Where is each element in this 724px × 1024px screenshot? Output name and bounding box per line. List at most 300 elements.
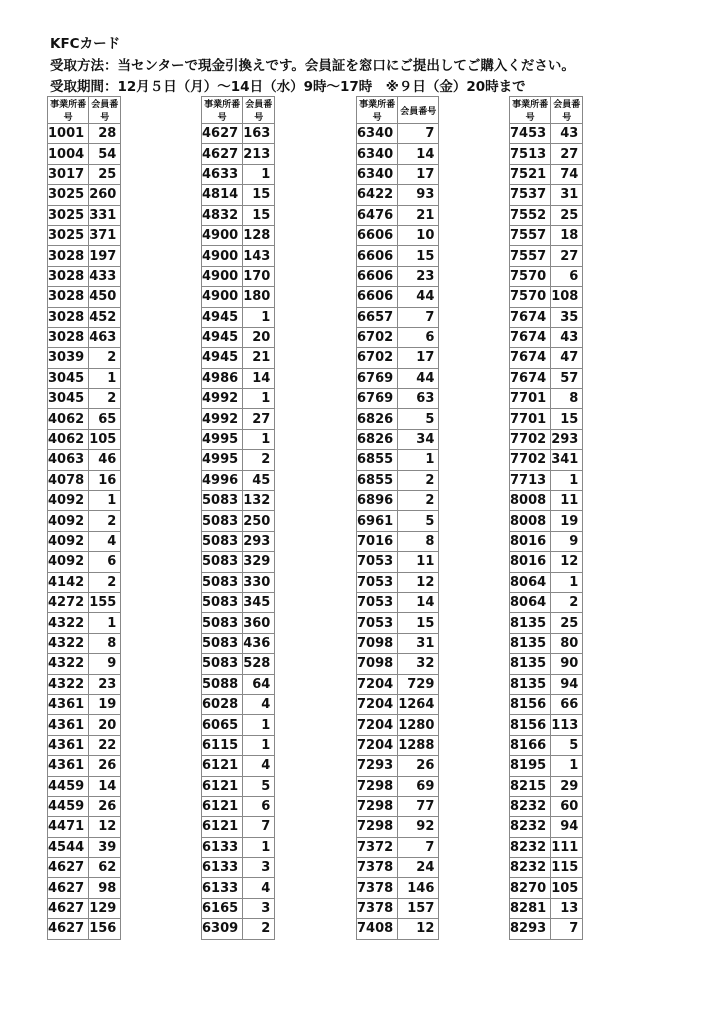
office-number-cell: 3028: [48, 287, 89, 307]
member-number-cell: 35: [551, 307, 583, 327]
table-row: [510, 389, 583, 409]
member-number-cell: 2: [243, 919, 275, 939]
table-row: [357, 429, 439, 449]
member-number-cell: 197: [89, 246, 121, 266]
member-number-cell: 132: [243, 491, 275, 511]
table-row: [357, 246, 439, 266]
table-row: [357, 266, 439, 286]
table-row: [510, 878, 583, 898]
office-number-cell: 4995: [202, 429, 243, 449]
member-number-cell: 528: [243, 654, 275, 674]
member-number-cell: 12: [398, 572, 439, 592]
member-table-3: [356, 96, 439, 940]
table-row: [357, 817, 439, 837]
office-number-cell: 4992: [202, 389, 243, 409]
member-number-cell: 8: [398, 531, 439, 551]
table-row: [48, 389, 121, 409]
table-row: [202, 735, 275, 755]
member-number-cell: 1: [89, 491, 121, 511]
office-number-cell: 4361: [48, 715, 89, 735]
member-number-cell: 1: [243, 164, 275, 184]
office-number-cell: 7713: [510, 470, 551, 490]
member-number-cell: 260: [89, 185, 121, 205]
office-number-cell: 4063: [48, 450, 89, 470]
member-number-cell: 330: [243, 572, 275, 592]
table-row: [510, 307, 583, 327]
table-row: [48, 756, 121, 776]
office-number-cell: 4900: [202, 266, 243, 286]
office-number-cell: 8166: [510, 735, 551, 755]
office-number-cell: 6065: [202, 715, 243, 735]
office-number-cell: 4627: [48, 858, 89, 878]
member-number-cell: 345: [243, 592, 275, 612]
member-number-cell: 27: [551, 246, 583, 266]
member-number-cell: 1: [243, 837, 275, 857]
table-row: [202, 266, 275, 286]
member-number-cell: 25: [551, 613, 583, 633]
office-number-cell: 7053: [357, 613, 398, 633]
office-number-cell: 6115: [202, 735, 243, 755]
office-number-cell: 6133: [202, 858, 243, 878]
table-row: [510, 124, 583, 144]
table-header-row: [48, 97, 121, 124]
member-number-cell: 90: [551, 654, 583, 674]
office-number-cell: 8135: [510, 674, 551, 694]
office-number-cell: 6702: [357, 348, 398, 368]
table-row: [48, 429, 121, 449]
page-title: KFCカード: [50, 36, 121, 52]
office-number-cell: 5083: [202, 511, 243, 531]
table-row: [357, 470, 439, 490]
table-row: [48, 776, 121, 796]
member-number-cell: 156: [89, 919, 121, 939]
table-row: [202, 470, 275, 490]
table-row: [202, 185, 275, 205]
table-row: [202, 144, 275, 164]
office-number-cell: 7453: [510, 124, 551, 144]
member-number-cell: 46: [89, 450, 121, 470]
office-number-cell: 8232: [510, 817, 551, 837]
column-header-member: 会員番号: [243, 97, 275, 124]
table-row: [357, 694, 439, 714]
table-row: [202, 287, 275, 307]
member-number-cell: 433: [89, 266, 121, 286]
office-number-cell: 4062: [48, 409, 89, 429]
member-number-cell: 29: [551, 776, 583, 796]
member-number-cell: 20: [243, 327, 275, 347]
member-number-cell: 155: [89, 592, 121, 612]
table-row: [48, 858, 121, 878]
member-table-4: [509, 96, 583, 940]
member-number-cell: 74: [551, 164, 583, 184]
page-header: [50, 34, 575, 99]
office-number-cell: 8156: [510, 694, 551, 714]
table-row: [357, 796, 439, 816]
office-number-cell: 7016: [357, 531, 398, 551]
office-number-cell: 7293: [357, 756, 398, 776]
office-number-cell: 7378: [357, 858, 398, 878]
member-number-cell: 2: [551, 592, 583, 612]
pickup-period-text: 受取期間：12月５日（月）～14日（水）9時～17時 ※９日（金）20時まで: [50, 79, 526, 95]
office-number-cell: 5083: [202, 552, 243, 572]
member-number-cell: 128: [243, 225, 275, 245]
office-number-cell: 4322: [48, 654, 89, 674]
table-row: [202, 878, 275, 898]
office-number-cell: 7570: [510, 266, 551, 286]
table-row: [202, 491, 275, 511]
office-number-cell: 4322: [48, 633, 89, 653]
member-number-cell: 180: [243, 287, 275, 307]
table-row: [357, 858, 439, 878]
office-number-cell: 8064: [510, 572, 551, 592]
table-row: [510, 898, 583, 918]
office-number-cell: 7298: [357, 776, 398, 796]
table-row: [48, 287, 121, 307]
member-number-cell: 21: [398, 205, 439, 225]
office-number-cell: 8270: [510, 878, 551, 898]
table-row: [510, 633, 583, 653]
office-number-cell: 8135: [510, 654, 551, 674]
office-number-cell: 8016: [510, 531, 551, 551]
office-number-cell: 3045: [48, 368, 89, 388]
member-number-cell: 14: [89, 776, 121, 796]
member-number-cell: 12: [398, 919, 439, 939]
member-number-cell: 65: [89, 409, 121, 429]
office-number-cell: 5083: [202, 613, 243, 633]
member-number-cell: 4: [243, 694, 275, 714]
member-number-cell: 24: [398, 858, 439, 878]
member-number-cell: 26: [89, 796, 121, 816]
table-row: [510, 246, 583, 266]
table-row: [48, 633, 121, 653]
office-number-cell: 7521: [510, 164, 551, 184]
office-number-cell: 3025: [48, 225, 89, 245]
table-row: [357, 144, 439, 164]
member-number-cell: 39: [89, 837, 121, 857]
office-number-cell: 7298: [357, 796, 398, 816]
table-row: [48, 144, 121, 164]
member-number-cell: 7: [398, 307, 439, 327]
table-row: [357, 572, 439, 592]
member-number-cell: 25: [89, 164, 121, 184]
member-number-cell: 57: [551, 368, 583, 388]
table-row: [202, 409, 275, 429]
office-number-cell: 4322: [48, 613, 89, 633]
office-number-cell: 6476: [357, 205, 398, 225]
member-number-cell: 28: [89, 124, 121, 144]
office-number-cell: 7408: [357, 919, 398, 939]
table-row: [48, 348, 121, 368]
table-row: [48, 409, 121, 429]
table-row: [510, 470, 583, 490]
table-row: [48, 715, 121, 735]
member-number-cell: 19: [89, 694, 121, 714]
office-number-cell: 4092: [48, 552, 89, 572]
table-row: [510, 694, 583, 714]
table-row: [202, 531, 275, 551]
table-row: [48, 613, 121, 633]
office-number-cell: 8293: [510, 919, 551, 939]
office-number-cell: 6855: [357, 450, 398, 470]
table-row: [202, 246, 275, 266]
table-row: [357, 225, 439, 245]
office-number-cell: 4092: [48, 511, 89, 531]
member-number-cell: 66: [551, 694, 583, 714]
office-number-cell: 8215: [510, 776, 551, 796]
office-number-cell: 3028: [48, 266, 89, 286]
member-number-cell: 45: [243, 470, 275, 490]
column-header-member: 会員番号: [551, 97, 583, 124]
member-number-cell: 1: [551, 756, 583, 776]
table-row: [202, 572, 275, 592]
member-number-cell: 12: [551, 552, 583, 572]
table-row: [357, 715, 439, 735]
office-number-cell: 4945: [202, 348, 243, 368]
table-row: [202, 450, 275, 470]
table-header-row: [202, 97, 275, 124]
table-row: [357, 898, 439, 918]
table-row: [510, 592, 583, 612]
office-number-cell: 4471: [48, 817, 89, 837]
member-number-cell: 34: [398, 429, 439, 449]
table-row: [510, 144, 583, 164]
office-number-cell: 5083: [202, 531, 243, 551]
office-number-cell: 7098: [357, 654, 398, 674]
member-number-cell: 6: [89, 552, 121, 572]
office-number-cell: 6121: [202, 796, 243, 816]
office-number-cell: 4627: [48, 919, 89, 939]
member-number-cell: 17: [398, 348, 439, 368]
member-number-cell: 21: [243, 348, 275, 368]
member-number-cell: 94: [551, 817, 583, 837]
office-number-cell: 6702: [357, 327, 398, 347]
office-number-cell: 6133: [202, 878, 243, 898]
member-number-cell: 6: [551, 266, 583, 286]
table-row: [48, 654, 121, 674]
office-number-cell: 6606: [357, 225, 398, 245]
member-number-cell: 14: [398, 144, 439, 164]
table-header-row: [510, 97, 583, 124]
member-number-cell: 14: [243, 368, 275, 388]
member-number-cell: 1: [243, 307, 275, 327]
office-number-cell: 6855: [357, 470, 398, 490]
column-header-office: 事業所番号: [510, 97, 551, 124]
table-row: [357, 409, 439, 429]
office-number-cell: 6826: [357, 409, 398, 429]
member-number-cell: 157: [398, 898, 439, 918]
table-row: [202, 552, 275, 572]
member-number-cell: 27: [243, 409, 275, 429]
table-row: [48, 694, 121, 714]
member-number-cell: 63: [398, 389, 439, 409]
office-number-cell: 6121: [202, 817, 243, 837]
column-header-office: 事業所番号: [357, 97, 398, 124]
member-number-cell: 9: [89, 654, 121, 674]
table-row: [510, 348, 583, 368]
table-row: [510, 491, 583, 511]
office-number-cell: 6121: [202, 776, 243, 796]
office-number-cell: 7674: [510, 327, 551, 347]
office-number-cell: 3025: [48, 185, 89, 205]
table-row: [357, 552, 439, 572]
member-number-cell: 250: [243, 511, 275, 531]
member-number-cell: 6: [243, 796, 275, 816]
member-number-cell: 1: [551, 572, 583, 592]
member-number-cell: 4: [243, 756, 275, 776]
office-number-cell: 3039: [48, 348, 89, 368]
table-row: [510, 205, 583, 225]
member-number-cell: 8: [89, 633, 121, 653]
office-number-cell: 4361: [48, 756, 89, 776]
office-number-cell: 8232: [510, 796, 551, 816]
table-row: [48, 531, 121, 551]
table-row: [202, 837, 275, 857]
table-row: [357, 613, 439, 633]
member-number-cell: 331: [89, 205, 121, 225]
office-number-cell: 6769: [357, 389, 398, 409]
member-number-cell: 360: [243, 613, 275, 633]
office-number-cell: 4459: [48, 776, 89, 796]
table-row: [510, 164, 583, 184]
member-number-cell: 26: [398, 756, 439, 776]
member-number-cell: 54: [89, 144, 121, 164]
member-number-cell: 10: [398, 225, 439, 245]
office-number-cell: 4992: [202, 409, 243, 429]
table-row: [510, 450, 583, 470]
member-number-cell: 7: [551, 919, 583, 939]
office-number-cell: 7674: [510, 348, 551, 368]
table-row: [357, 185, 439, 205]
member-number-cell: 143: [243, 246, 275, 266]
table-row: [48, 470, 121, 490]
table-header-row: [357, 97, 439, 124]
table-row: [48, 919, 121, 939]
office-number-cell: 4142: [48, 572, 89, 592]
table-row: [48, 491, 121, 511]
column-header-member: 会員番号: [89, 97, 121, 124]
table-row: [357, 205, 439, 225]
member-number-cell: 8: [551, 389, 583, 409]
table-row: [48, 225, 121, 245]
member-number-cell: 293: [551, 429, 583, 449]
member-number-cell: 129: [89, 898, 121, 918]
table-row: [48, 205, 121, 225]
member-number-cell: 43: [551, 124, 583, 144]
office-number-cell: 6657: [357, 307, 398, 327]
table-row: [357, 164, 439, 184]
table-row: [357, 491, 439, 511]
office-number-cell: 4900: [202, 287, 243, 307]
office-number-cell: 8008: [510, 511, 551, 531]
member-number-cell: 1: [89, 613, 121, 633]
office-number-cell: 5083: [202, 491, 243, 511]
table-row: [48, 246, 121, 266]
table-row: [357, 776, 439, 796]
table-row: [202, 592, 275, 612]
office-number-cell: 4900: [202, 225, 243, 245]
member-number-cell: 1: [243, 429, 275, 449]
office-number-cell: 6769: [357, 368, 398, 388]
table-row: [510, 327, 583, 347]
office-number-cell: 6606: [357, 287, 398, 307]
table-row: [48, 164, 121, 184]
table-row: [202, 613, 275, 633]
office-number-cell: 4361: [48, 735, 89, 755]
member-number-cell: 27: [551, 144, 583, 164]
office-number-cell: 7204: [357, 674, 398, 694]
member-number-cell: 2: [89, 572, 121, 592]
member-number-cell: 32: [398, 654, 439, 674]
table-row: [510, 715, 583, 735]
table-row: [202, 164, 275, 184]
table-row: [510, 409, 583, 429]
member-number-cell: 98: [89, 878, 121, 898]
office-number-cell: 6340: [357, 164, 398, 184]
office-number-cell: 7701: [510, 389, 551, 409]
table-row: [510, 287, 583, 307]
office-number-cell: 4272: [48, 592, 89, 612]
member-number-cell: 11: [551, 491, 583, 511]
office-number-cell: 6606: [357, 266, 398, 286]
office-number-cell: 4627: [202, 144, 243, 164]
member-number-cell: 12: [89, 817, 121, 837]
office-number-cell: 4945: [202, 307, 243, 327]
office-number-cell: 7204: [357, 694, 398, 714]
member-number-cell: 94: [551, 674, 583, 694]
table-row: [357, 450, 439, 470]
office-number-cell: 6309: [202, 919, 243, 939]
table-row: [510, 796, 583, 816]
member-number-cell: 1288: [398, 735, 439, 755]
member-number-cell: 19: [551, 511, 583, 531]
office-number-cell: 1004: [48, 144, 89, 164]
member-number-cell: 15: [398, 613, 439, 633]
member-number-cell: 6: [398, 327, 439, 347]
table-row: [357, 307, 439, 327]
office-number-cell: 7053: [357, 572, 398, 592]
office-number-cell: 4322: [48, 674, 89, 694]
office-number-cell: 4945: [202, 327, 243, 347]
table-row: [357, 654, 439, 674]
table-row: [510, 756, 583, 776]
member-number-cell: 1: [551, 470, 583, 490]
table-row: [357, 592, 439, 612]
member-number-cell: 62: [89, 858, 121, 878]
office-number-cell: 6340: [357, 144, 398, 164]
table-row: [202, 858, 275, 878]
office-number-cell: 6826: [357, 429, 398, 449]
office-number-cell: 7053: [357, 552, 398, 572]
member-number-cell: 1: [89, 368, 121, 388]
table-row: [357, 327, 439, 347]
pickup-method-text: 受取方法：当センターで現金引換えです。会員証を窓口にご提出してご購入ください。: [50, 57, 575, 74]
office-number-cell: 1001: [48, 124, 89, 144]
office-number-cell: 7570: [510, 287, 551, 307]
member-number-cell: 371: [89, 225, 121, 245]
office-number-cell: 4544: [48, 837, 89, 857]
member-number-cell: 163: [243, 124, 275, 144]
member-number-cell: 4: [89, 531, 121, 551]
member-number-cell: 15: [243, 185, 275, 205]
table-row: [202, 674, 275, 694]
table-row: [48, 552, 121, 572]
table-row: [510, 572, 583, 592]
table-row: [357, 878, 439, 898]
member-number-cell: 2: [89, 348, 121, 368]
office-number-cell: 3028: [48, 246, 89, 266]
office-number-cell: 6165: [202, 898, 243, 918]
table-row: [510, 674, 583, 694]
